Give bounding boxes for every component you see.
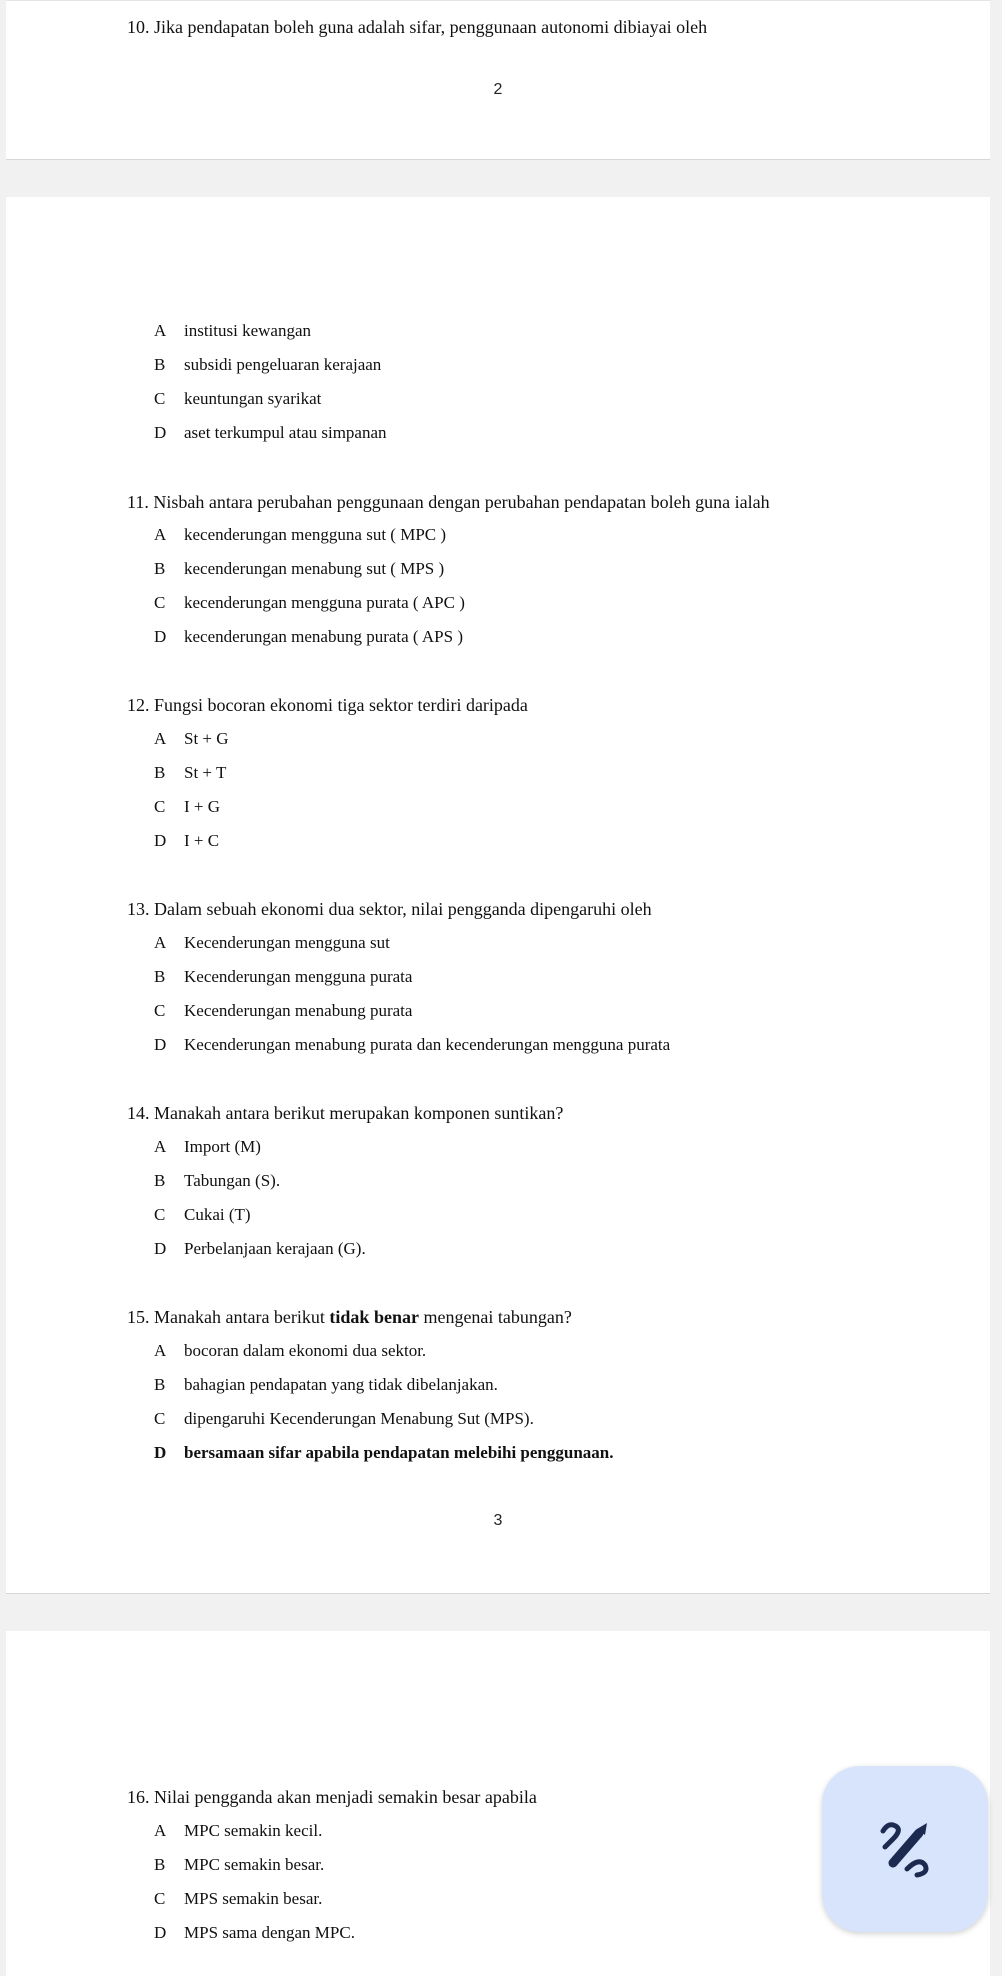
option: C keuntungan syarikat [154, 389, 322, 408]
option: B kecenderungan menabung sut ( MPS ) [154, 559, 445, 578]
option: D aset terkumpul atau simpanan [154, 423, 387, 442]
question-text: 16. Nilai pengganda akan menjadi semakin besar apabila [127, 1787, 537, 1807]
option: D Perbelanjaan kerajaan (G). [154, 1239, 366, 1258]
option: D Kecenderungan menabung purata dan kecenderungan mengguna purata [154, 1035, 671, 1054]
option: B subsidi pengeluaran kerajaan [154, 355, 382, 374]
question-10-text: 10. Jika pendapatan boleh guna adalah sifar, penggunaan autonomi dibiayai oleh [127, 17, 708, 37]
option: C I + G [154, 797, 221, 816]
option: A Import (M) [154, 1137, 261, 1156]
option: A bocoran dalam ekonomi dua sektor. [154, 1341, 427, 1360]
option-correct: D bersamaan sifar apabila pendapatan melebihi penggunaan. [154, 1443, 614, 1462]
option: A kecenderungan mengguna sut ( MPC ) [154, 525, 447, 544]
page-number: 3 [493, 1512, 503, 1529]
question-text: 13. Dalam sebuah ekonomi dua sektor, nilai pengganda dipengaruhi oleh [127, 899, 652, 919]
option: D I + C [154, 831, 220, 850]
page-number: 2 [493, 81, 503, 98]
document-page-3 [6, 197, 990, 1594]
option: C Kecenderungan menabung purata [154, 1001, 413, 1020]
question-text: 11. Nisbah antara perubahan penggunaan dengan perubahan pendapatan boleh guna ialah [127, 492, 770, 512]
option: A Kecenderungan mengguna sut [154, 933, 390, 952]
question-text: 15. Manakah antara berikut tidak benar mengenai tabungan? [127, 1307, 572, 1327]
option: A MPC semakin kecil. [154, 1821, 323, 1840]
option: A institusi kewangan [154, 321, 312, 340]
pen-edit-icon [873, 1817, 937, 1881]
option: A St + G [154, 729, 229, 748]
option: B Tabungan (S). [154, 1171, 281, 1190]
option: D MPS sama dengan MPC. [154, 1923, 355, 1942]
document-page-2 [6, 0, 990, 160]
option: B St + T [154, 763, 227, 782]
question-text: 12. Fungsi bocoran ekonomi tiga sektor terdiri daripada [127, 695, 528, 715]
option: B Kecenderungan mengguna purata [154, 967, 413, 986]
option: C kecenderungan mengguna purata ( APC ) [154, 593, 465, 612]
option: D kecenderungan menabung purata ( APS ) [154, 627, 463, 646]
option: C MPS semakin besar. [154, 1889, 323, 1908]
option: C Cukai (T) [154, 1205, 251, 1224]
option: B bahagian pendapatan yang tidak dibelanjakan. [154, 1375, 498, 1394]
option: B MPC semakin besar. [154, 1855, 325, 1874]
option: C dipengaruhi Kecenderungan Menabung Sut (MPS). [154, 1409, 534, 1428]
annotate-button[interactable] [822, 1766, 988, 1932]
question-text: 14. Manakah antara berikut merupakan komponen suntikan? [127, 1103, 564, 1123]
